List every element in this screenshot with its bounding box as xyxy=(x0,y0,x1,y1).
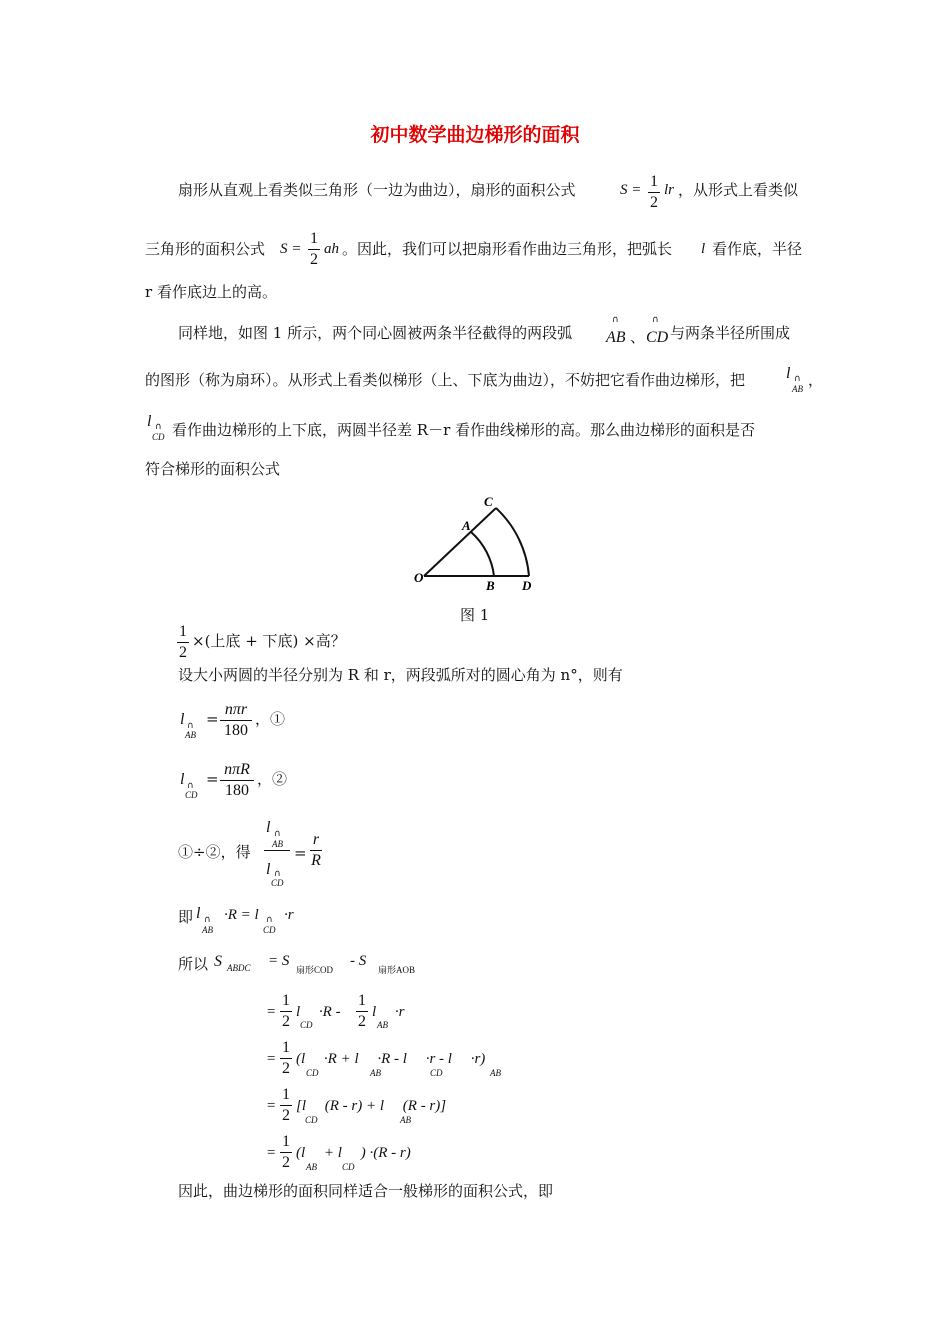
arc-symbol-2: ∩ xyxy=(652,315,659,325)
d1-sub-ab: AB xyxy=(377,1020,388,1030)
figure-caption: 图 1 xyxy=(460,606,490,624)
arc-symbol-3: ∩ xyxy=(794,374,801,384)
triangle-area-formula: S = xyxy=(280,241,302,257)
p2-line1: 同样地，如图 1 所示，两个同心圆被两条半径截得的两段弧 xyxy=(178,324,573,342)
half-fraction: 1 2 xyxy=(650,173,658,211)
label-A: A xyxy=(462,518,471,533)
sub-CD: CD xyxy=(152,432,165,442)
eq2-equals: = xyxy=(206,770,219,788)
derivation-2: = xyxy=(266,1051,277,1067)
eq5-sub1: ABDC xyxy=(227,963,251,973)
eq1-arc: ∩ xyxy=(187,721,194,731)
p1-line1: 扇形从直观上看类似三角形（一边为曲边），扇形的面积公式 xyxy=(178,181,576,199)
eq2-den: 180 xyxy=(225,782,249,799)
eq3-den: R xyxy=(311,852,321,869)
l-AB: l xyxy=(786,365,791,382)
eq1-sub: AB xyxy=(185,730,196,740)
separator: 、 xyxy=(630,328,646,346)
eq3-num: r xyxy=(312,831,320,848)
eq3-bar xyxy=(264,850,290,851)
derivation-3-body: [l (R - r) + l (R - r)] xyxy=(296,1098,447,1114)
eq5-S: S xyxy=(214,953,222,970)
eq1-fraction xyxy=(220,702,252,739)
arc-symbol-4: ∩ xyxy=(155,422,162,432)
derivation-2-body: (l ·R + l ·R - l ·r - l ·r) xyxy=(296,1051,486,1067)
conclusion: 因此，曲边梯形的面积同样适合一般梯形的面积公式，即 xyxy=(178,1182,554,1200)
d4-sub2: CD xyxy=(342,1162,355,1172)
eq3-equals: = xyxy=(294,844,307,862)
eq3-arc-cd: ∩ xyxy=(274,869,281,879)
arc-AB-line xyxy=(471,532,494,576)
eq5-eq: = S xyxy=(268,953,290,969)
eq4-sub-ab: AB xyxy=(202,925,213,935)
sub-AB: AB xyxy=(792,384,803,394)
label-B: B xyxy=(486,578,495,592)
label-C: C xyxy=(484,494,493,509)
d4-sub1: AB xyxy=(306,1162,317,1172)
eq5-sub2: 扇形COD xyxy=(296,965,334,975)
eq3-arc-ab: ∩ xyxy=(274,829,281,839)
d2-sub2: AB xyxy=(370,1068,381,1078)
eq1-l: l xyxy=(180,711,185,728)
derivation-1-half: 1 2 xyxy=(282,992,290,1030)
derivation-1-body: l ·R - xyxy=(296,1004,341,1020)
arc-CD-line xyxy=(496,508,529,576)
eq4-body: ·R = l xyxy=(224,907,259,923)
d3-sub1: CD xyxy=(305,1115,318,1125)
d3-sub2: AB xyxy=(400,1115,411,1125)
eq2-sub: CD xyxy=(185,790,198,800)
arc-length-l: l xyxy=(701,241,706,257)
arc-AB: AB xyxy=(606,329,626,346)
derivation-1-half-b: 1 2 xyxy=(358,992,366,1030)
label-O: O xyxy=(414,570,424,585)
p1-line3: r 看作底边上的高。 xyxy=(145,283,277,301)
eq2-arc: ∩ xyxy=(187,781,194,791)
label-D: D xyxy=(522,578,532,592)
lr: lr xyxy=(664,182,675,198)
p1-line1-end: ，从形式上看类似 xyxy=(678,181,799,199)
derivation-3: = xyxy=(266,1098,277,1114)
eq2-num: nπR xyxy=(224,761,250,778)
d2-sub3: CD xyxy=(430,1068,443,1078)
eq4-arc: ∩ xyxy=(204,915,211,925)
eq3-fraction xyxy=(310,832,322,869)
eq4-tail: ·r xyxy=(284,907,294,923)
question-text: ×(上底 + 下底) ×高？ xyxy=(192,632,346,650)
eq3-prefix: ①÷②，得 xyxy=(178,843,251,861)
sector-area-formula: S = xyxy=(620,182,642,198)
eq5-sub3: 扇形AOB xyxy=(378,965,416,975)
eq3-l-cd: l xyxy=(266,861,271,878)
p1-line2-end: 看作底，半径 xyxy=(712,240,803,258)
eq5-minus: - S xyxy=(350,953,367,969)
arc-CD: CD xyxy=(646,329,669,346)
derivation-3-half: 1 2 xyxy=(282,1086,290,1124)
derivation-4-body: (l + l ) ·(R - r) xyxy=(296,1145,411,1161)
eq4-l: l xyxy=(196,905,201,922)
eq1-den: 180 xyxy=(224,722,248,739)
eq2-l: l xyxy=(180,771,185,788)
eq2-tag: ，② xyxy=(257,770,288,788)
derivation-1: = xyxy=(266,1004,277,1020)
derivation-4-half: 1 2 xyxy=(282,1133,290,1171)
d2-sub4: AB xyxy=(490,1068,501,1078)
eq4-arc-2: ∩ xyxy=(266,915,273,925)
p1-line2-start: 三角形的面积公式 xyxy=(145,240,266,258)
eq1-equals: = xyxy=(206,710,219,728)
p2-line3: 看作曲边梯形的上下底，两圆半径差 R－r 看作曲线梯形的高。那么曲边梯形的面积是否 xyxy=(172,421,756,439)
derivation-1-tail: l ·r xyxy=(372,1004,405,1020)
figure-1-diagram xyxy=(414,492,544,592)
p1-line2-mid: 。因此，我们可以把扇形看作曲边三角形，把弧长 xyxy=(342,240,673,258)
p2-line2: 的图形（称为扇环）。从形式上看类似梯形（上、下底为曲边），不妨把它看作曲边梯形，把 xyxy=(145,371,746,389)
eq3-l-ab: l xyxy=(266,819,271,836)
eq3-sub-ab: AB xyxy=(272,839,283,849)
p2-line1-end: 与两条半径所围成 xyxy=(670,324,791,342)
comma: ， xyxy=(808,371,824,389)
eq5-prefix: 所以 xyxy=(178,955,209,973)
l-CD: l xyxy=(147,413,152,430)
page-title: 初中数学曲边梯形的面积 xyxy=(370,124,580,146)
d1-sub-cd: CD xyxy=(300,1020,313,1030)
radius-OC xyxy=(424,508,496,576)
q-half: 1 2 xyxy=(179,623,187,661)
p2-line4: 符合梯形的面积公式 xyxy=(145,460,281,478)
eq2-fraction xyxy=(220,762,254,799)
eq1-tag: ，① xyxy=(255,710,286,728)
half-fraction-2: 1 2 xyxy=(310,230,318,268)
eq1-num: nπr xyxy=(224,701,248,718)
derivation-4: = xyxy=(266,1145,277,1161)
arc-symbol: ∩ xyxy=(612,315,619,325)
eq3-sub-cd: CD xyxy=(271,878,284,888)
ah: ah xyxy=(324,241,339,257)
derivation-2-half: 1 2 xyxy=(282,1039,290,1077)
setup-line: 设大小两圆的半径分别为 R 和 r，两段弧所对的圆心角为 n°，则有 xyxy=(178,666,623,684)
d2-sub1: CD xyxy=(306,1068,319,1078)
eq4-sub-cd: CD xyxy=(263,925,276,935)
eq4-prefix: 即 xyxy=(178,908,194,926)
